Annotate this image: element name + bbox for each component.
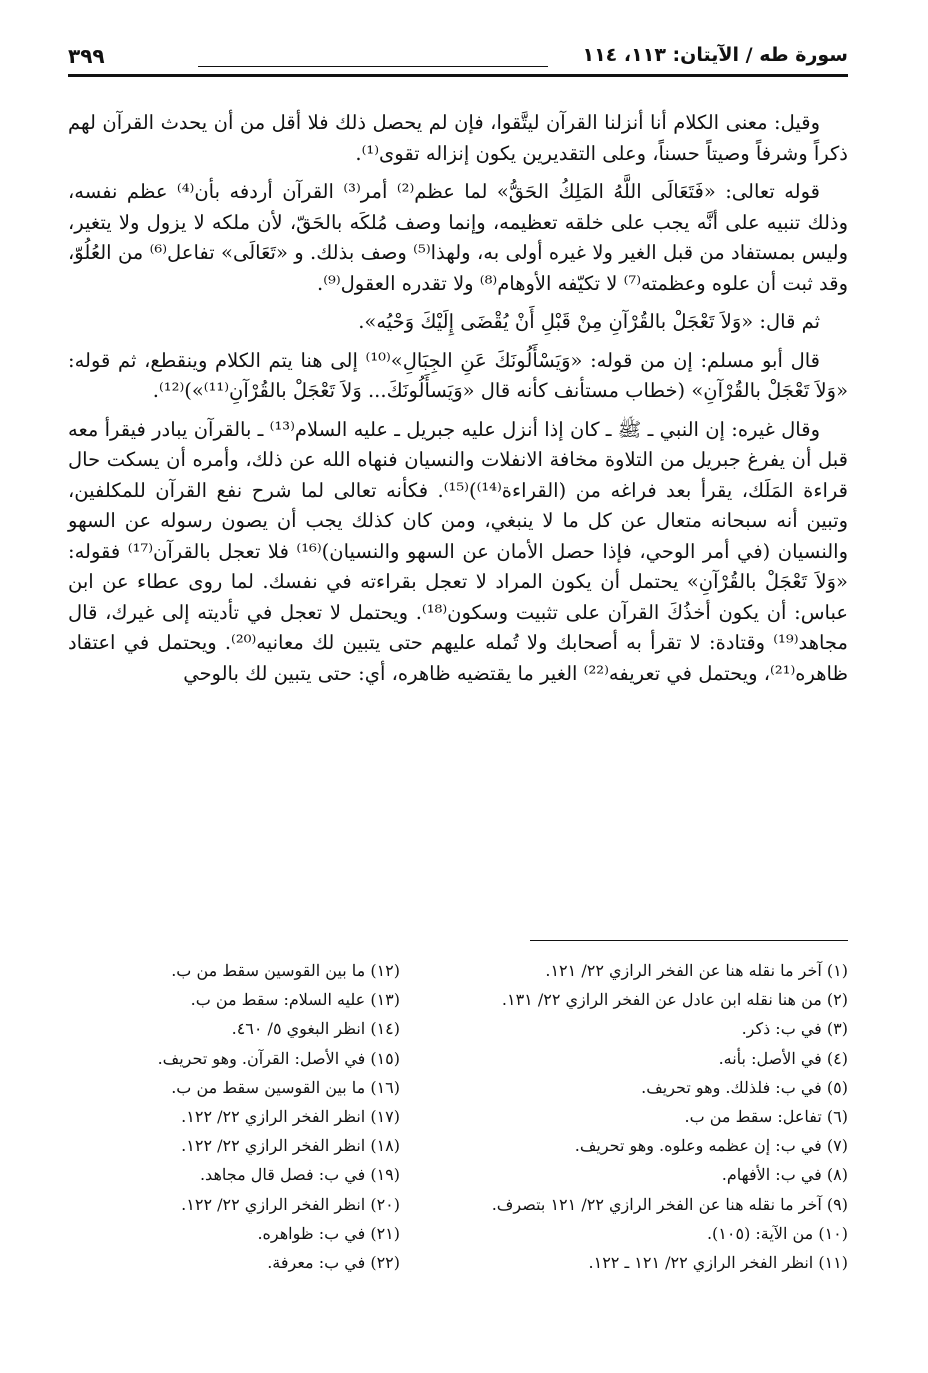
footnote: (٢) من هنا نقله ابن عادل عن الفخر الرازي ٢٢/ ١٣١. <box>501 990 848 1010</box>
footnote: (٦) تفاعل: سقط من ب. <box>684 1107 848 1127</box>
paragraph: وقال غيره: إن النبي ـ ﷺ ـ كان إذا أنزل عليه جبريل ـ عليه السلام⁽¹³⁾ ـ بالقرآن يبادر فيقرأ معه قبل أن يفرغ جبريل من التلاوة مخافة الانفلات والنسيان فنهاه الله عن ذلك، وأمره أن يسكت حال قراءة المَلَك، يقرأ بعد فراغه من (القراءة⁽¹⁴⁾)⁽¹⁵⁾. فكأنه تعالى لما شرح نفع القرآن للمكلفين، وتبين أنه سبحانه متعال عن كل ما لا ينبغي، ومن كان كذلك يجب أن يصون رسوله عن السهو والنسيان (في أمر الوحي، فإذا حصل الأمان عن السهو والنسيان)⁽¹⁶⁾ فلا تعجل بالقرآن⁽¹⁷⁾ فقوله: «وَلاَ تَعْجَلْ بالقُرْآنِ» يحتمل أن يكون المراد لا تعجل بقراءته في نفسك. لما روى عطاء عن ابن عباس: أن يكون أخذُكَ القرآن على تثبيت وسكون⁽¹⁸⁾. ويحتمل لا تعجل في تأديته إلى غيرك، قال مجاهد⁽¹⁹⁾ وقتادة: لا تقرأ به أصحابك ولا تُمله عليهم حتى يتبين لك معانيه⁽²⁰⁾. ويحتمل في اعتقاد ظاهره⁽²¹⁾، ويحتمل في تعريفه⁽²²⁾ الغير ما يقتضيه ظاهره، أي: حتى يتبين لك بالوحي <box>68 417 848 685</box>
footnote: (١٢) ما بين القوسين سقط من ب. <box>171 961 400 980</box>
footnote: (١٠) من الآية: (١٠٥). <box>706 1223 848 1243</box>
footnote: (٩) آخر ما نقله هنا عن الفخر الرازي ٢٢/ ١٢١ بتصرف. <box>491 1194 848 1214</box>
footnotes-column-left <box>70 956 400 1277</box>
footnote: (١٧) انظر الفخر الرازي ٢٢/ ١٢٢. <box>181 1107 400 1127</box>
footnote: (٤) في الأصل: بأنه. <box>718 1048 848 1068</box>
footnotes-column-right <box>428 956 848 1277</box>
footnote: (١٩) في ب: فصل قال مجاهد. <box>199 1165 400 1185</box>
footnote: (١٦) ما بين القوسين سقط من ب. <box>171 1077 400 1097</box>
footnote: (١) آخر ما نقله هنا عن الفخر الرازي ٢٢/ ١٢١. <box>545 961 848 980</box>
footnote: (٢١) في ب: ظواهره. <box>257 1223 400 1243</box>
footnote: (٧) في ب: إن عظمه وعلوه. وهو تحريف. <box>574 1136 848 1156</box>
footnote: (١٣) عليه السلام: سقط من ب. <box>190 990 400 1010</box>
header-rule <box>68 74 848 77</box>
paragraph: وقيل: معنى الكلام أنا أنزلنا القرآن ليتَّقوا، فإن لم يحصل ذلك فلا أقل من أن يحدث القرآن لهم ذكراً وشرفاً وصيتاً حسناً، وعلى التقديرين يكون إنزاله تقوى⁽¹⁾. <box>68 111 848 165</box>
footnote: (١٤) انظر البغوي ٥/ ٤٦٠. <box>231 1019 400 1039</box>
footnote-separator <box>530 940 848 941</box>
header-line <box>198 66 548 67</box>
footnote: (٣) في ب: ذكر. <box>741 1019 848 1039</box>
paragraph: ثم قال: «وَلاَ تَعْجَلْ بالقُرْآنِ مِنْ قَبْلِ أَنْ يُقْضَى إِلَيْكَ وَحْيُه». <box>358 310 820 333</box>
running-title: سورة طه / الآيتان: ١١٣، ١١٤ <box>582 44 848 66</box>
footnote: (١٥) في الأصل: القرآن. وهو تحريف. <box>157 1048 400 1068</box>
footnote: (٨) في ب: الأفهام. <box>721 1165 848 1185</box>
page-number: ٣٩٩ <box>68 44 105 68</box>
paragraph: قال أبو مسلم: إن من قوله: «وَيَسْأَلُونَكَ عَنِ الجِبَالِ»⁽¹⁰⁾ إلى هنا يتم الكلام وينقطع، ثم قوله: «وَلاَ تَعْجَلْ بالقُرْآنِ» (خطاب مستأنف كأنه قال «وَيَسأَلُونَكَ... وَلاَ تَعْجَلْ بالقُرْآنِ⁽¹¹⁾»)⁽¹²⁾. <box>68 348 848 402</box>
footnote: (١١) انظر الفخر الرازي ٢٢/ ١٢١ ـ ١٢٢. <box>588 1253 848 1273</box>
footnote: (٥) في ب: فلذلك. وهو تحريف. <box>641 1077 848 1097</box>
main-text <box>68 108 848 689</box>
page-header <box>68 44 848 74</box>
footnote: (٢٢) في ب: معرفة. <box>267 1253 400 1273</box>
footnote: (١٨) انظر الفخر الرازي ٢٢/ ١٢٢. <box>181 1136 400 1156</box>
paragraph: قوله تعالى: «فَتَعَالَى اللَّهُ المَلِكُ الحَقُّ» لما عظم⁽²⁾ أمر⁽³⁾ القرآن أردفه بأن⁽⁴⁾ عظم نفسه، وذلك تنبيه على أنَّه يجب على خلقه تعظيمه، وإنما وصف مُلكَه بالحَقّ، لأن ملكه لا يزول ولا يتغير، وليس بمستفاد من قبل الغير ولا غيره أولى به، ولهذا⁽⁵⁾ وصف بذلك. و «تَعَالَى» تفاعل⁽⁶⁾ من العُلُوّ، وقد ثبت أن علوه وعظمته⁽⁷⁾ لا تكيّفه الأوهام⁽⁸⁾ ولا تقدره العقول⁽⁹⁾. <box>68 180 848 295</box>
footnote: (٢٠) انظر الفخر الرازي ٢٢/ ١٢٢. <box>181 1194 400 1214</box>
